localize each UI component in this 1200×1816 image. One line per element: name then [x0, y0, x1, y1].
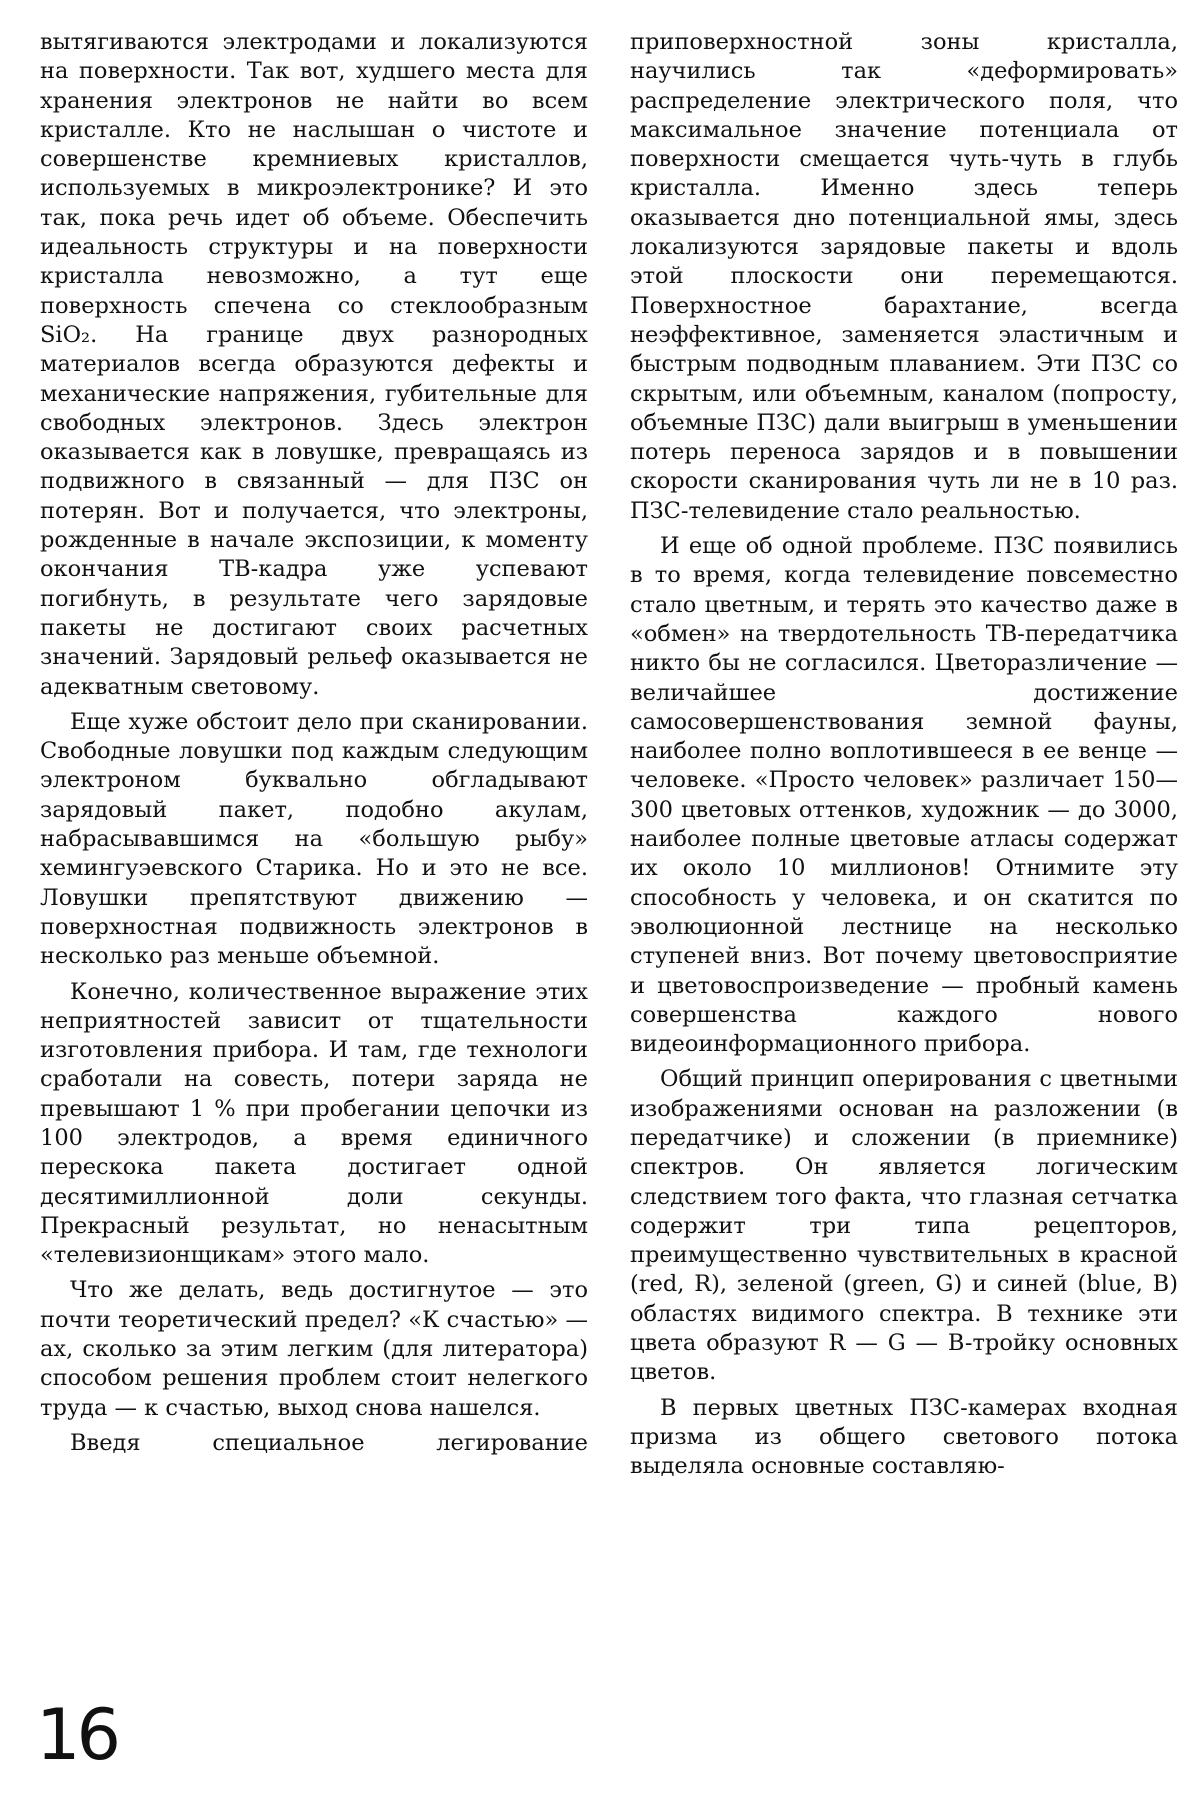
paragraph: Общий принцип оперирования с цветными изображениями основан на разложении (в передатчике) и сложении (в приемнике) спектров. Он является логическим следствием того факта, что глазная сетчатка содержит три типа рецепторов, преимущественно чувствительных в красной (red, R), зеленой (green, G) и синей (blue, B) областях видимого спектра. В технике эти цвета образуют R — G — B-тройку основных цветов.: [630, 1066, 1178, 1386]
paragraph: Что же делать, ведь достигнутое — это почти теоретический предел? «К счастью» — ах, сколько за этим легким (для литератора) способом решения проблем стоит нелегкого труда — к счастью, выход снова нашелся.: [40, 1277, 588, 1421]
right-column: [630, 28, 1178, 1482]
paragraph: И еще об одной проблеме. ПЗС появились в то время, когда телевидение повсеместно стало цветным, и терять это качество даже в «обмен» на твердотельность ТВ-передатчика никто бы не согласился. Цветоразличение — величайшее достижение самосовершенствования земной фауны, наиболее полно воплотившееся в ее венце — человеке. «Просто человек» различает 150—300 цветовых оттенков, художник — до 3000, наиболее полные цветовые атласы содержат их около 10 миллионов! Отнимите эту способность у человека, и он скатится по эволюционной лестнице на несколько ступеней вниз. Вот почему цветовосприятие и цветовоспроизведение — пробный камень совершенства каждого нового видеоинформационного прибора.: [630, 533, 1178, 1058]
paragraph: Конечно, количественное выражение этих неприятностей зависит от тщательности изготовления прибора. И там, где технологи сработали на совесть, потери заряда не превышают 1 % при пробегании цепочки из 100 электродов, а время единичного перескока пакета достигает одной десятимиллионной доли секунды. Прекрасный результат, но ненасытным «телевизионщикам» этого мало.: [40, 978, 588, 1269]
page-number: 16: [36, 1694, 118, 1776]
paragraph: Еще хуже обстоит дело при сканировании. Свободные ловушки под каждым следующим электроном буквально обгладывают зарядовый пакет, подобно акулам, набрасывавшимся на «большую рыбу» хемингуэевского Старика. Но и это не все. Ловушки препятствуют движению — поверхностная подвижность электронов в несколько раз меньше объемной.: [40, 708, 588, 970]
paragraph: приповерхностной зоны кристалла, научились так «деформировать» распределение электрического поля, что максимальное значение потенциала от поверхности смещается чуть-чуть в глубь кристалла. Именно здесь теперь оказывается дно потенциальной ямы, здесь локализуются зарядовые пакеты и вдоль этой плоскости они перемещаются. Поверхностное барахтание, всегда неэффективное, заменяется эластичным и быстрым подводным плаванием. Эти ПЗС со скрытым, или объемным, каналом (попросту, объемные ПЗС) дали выигрыш в уменьшении потерь переноса зарядов и в повышении скорости сканирования чуть ли не в 10 раз. ПЗС-телевидение стало реальностью.: [630, 29, 1178, 524]
paragraph: Введя специальное легирование: [70, 1429, 588, 1456]
paragraph: вытягиваются электродами и локализуются на поверхности. Так вот, худшего места для хранения электронов не найти во всем кристалле. Кто не наслышан о чистоте и совершенстве кремниевых кристаллов, используемых в микроэлектронике? И это так, пока речь идет об объеме. Обеспечить идеальность структуры и на поверхности кристалла невозможно, а тут еще поверхность спечена со стеклообразным SiO₂. На границе двух разнородных материалов всегда образуются дефекты и механические напряжения, губительные для свободных электронов. Здесь электрон оказывается как в ловушке, превращаясь из подвижного в связанный — для ПЗС он потерян. Вот и получается, что электроны, рожденные в начале экспозиции, к моменту окончания ТВ-кадра уже успевают погибнуть, в результате чего зарядовые пакеты не достигают своих расчетных значений. Зарядовый рельеф оказывается не адекватным световому.: [40, 29, 588, 700]
left-column: [40, 28, 588, 1458]
paragraph: В первых цветных ПЗС-камерах входная призма из общего светового потока выделяла основные составляю-: [630, 1394, 1178, 1480]
